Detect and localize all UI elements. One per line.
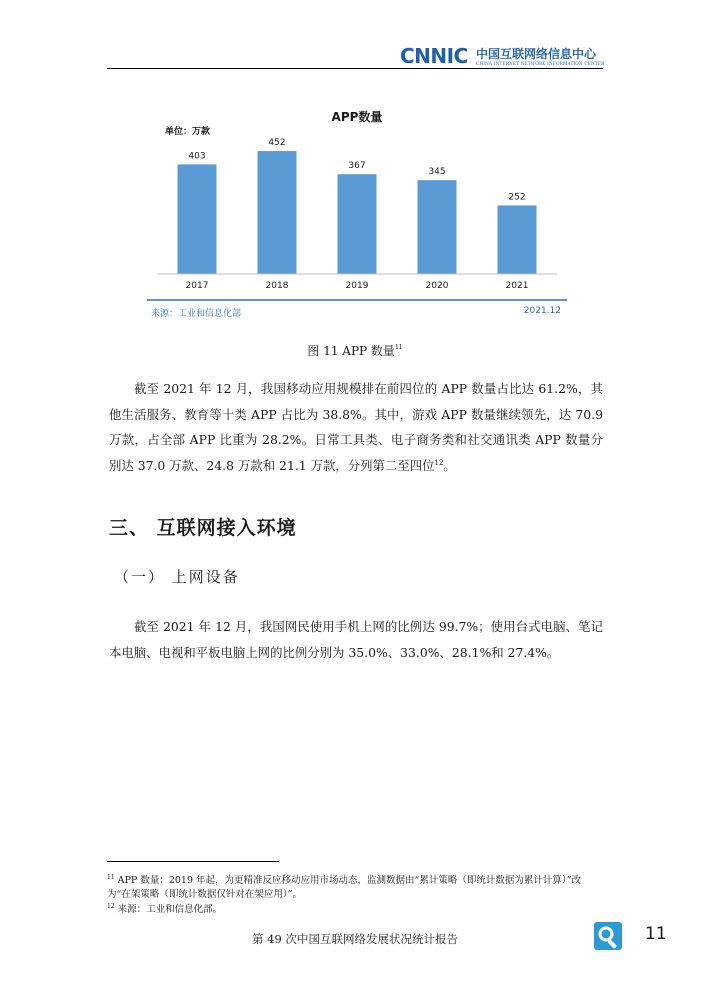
x-tick-label-2017: 2017 xyxy=(185,281,209,291)
footer-report-title: 第 49 次中国互联网络发展状况统计报告 xyxy=(252,932,458,946)
footnote-11 xyxy=(107,874,603,902)
app-count-chart xyxy=(143,98,571,323)
x-tick-label-2018: 2018 xyxy=(265,281,289,291)
x-tick-label-2021: 2021 xyxy=(505,281,529,291)
chart-title: APP数量 xyxy=(331,110,383,124)
data-label-2021: 252 xyxy=(508,192,526,203)
logo-mark: CNNIC xyxy=(400,44,468,68)
footnote-text: APP 数量：2019 年起，为更精准反应移动应用市场动态，监测数据由“累计策略（即统计数据为累计计算）”改为“在架策略（即统计数据仅针对在架应用）”。 xyxy=(107,875,581,900)
caption-footnote-ref[interactable]: 11 xyxy=(394,344,403,351)
chart-source: 来源：工业和信息化部 xyxy=(151,309,242,319)
paragraph-app-share-end: 。 xyxy=(443,457,456,473)
section-heading: 三、 互联网接入环境 xyxy=(109,517,297,539)
data-label-2018: 452 xyxy=(268,138,286,149)
footnote-rule xyxy=(107,861,279,862)
page-number: 11 xyxy=(645,924,667,944)
figure-caption xyxy=(0,342,710,359)
bar-2021 xyxy=(498,205,537,274)
chart-unit-label: 单位：万款 xyxy=(165,127,211,137)
cnnic-logo xyxy=(400,46,603,68)
logo-english-name: CHINA INTERNET NETWORK INFORMATION CENTER xyxy=(476,61,605,66)
bar-2019 xyxy=(338,174,377,274)
bar-2020 xyxy=(418,180,457,274)
paragraph-app-share xyxy=(109,376,603,478)
subsection-heading: （一） 上网设备 xyxy=(114,568,240,586)
bar-2017 xyxy=(178,164,217,274)
footnote-number: 12 xyxy=(107,903,115,910)
x-tick-label-2019: 2019 xyxy=(345,281,369,291)
footnote-number: 11 xyxy=(107,874,115,881)
paragraph-app-share-text: 截至 2021 年 12 月，我国移动应用规模排在前四位的 APP 数量占比达 61.2%，其他生活服务、教育等十类 APP 占比为 38.8%。其中，游戏 APP 数量继续领先，达 70.9 万款，占全部 APP 比重为 28.2%。日常工具类、电子商务类和社交通讯类 APP 数量分别达 37.0 万款、24.8 万款和 21.1 万款，分列第二至四位 xyxy=(109,381,603,473)
data-label-2020: 345 xyxy=(428,167,446,178)
header-rule xyxy=(107,68,603,69)
footnote-text: 来源：工业和信息化部。 xyxy=(114,904,223,915)
footnote-ref-12[interactable]: 12 xyxy=(434,458,444,467)
paragraph-devices: 截至 2021 年 12 月，我国网民使用手机上网的比例达 99.7%；使用台式电脑、笔记本电脑、电视和平板电脑上网的比例分别为 35.0%、33.0%、28.1%和 27.4%。 xyxy=(109,619,603,660)
data-label-2017: 403 xyxy=(188,151,206,162)
magnifier-icon xyxy=(593,921,623,951)
bar-2018 xyxy=(258,151,297,274)
logo-chinese-name: 中国互联网络信息中心 xyxy=(476,47,597,61)
chart-date: 2021.12 xyxy=(523,306,561,316)
caption-text: 图 11 APP 数量 xyxy=(307,344,395,358)
footnote-12 xyxy=(107,903,603,917)
x-tick-label-2020: 2020 xyxy=(425,281,449,291)
data-label-2019: 367 xyxy=(348,161,366,172)
